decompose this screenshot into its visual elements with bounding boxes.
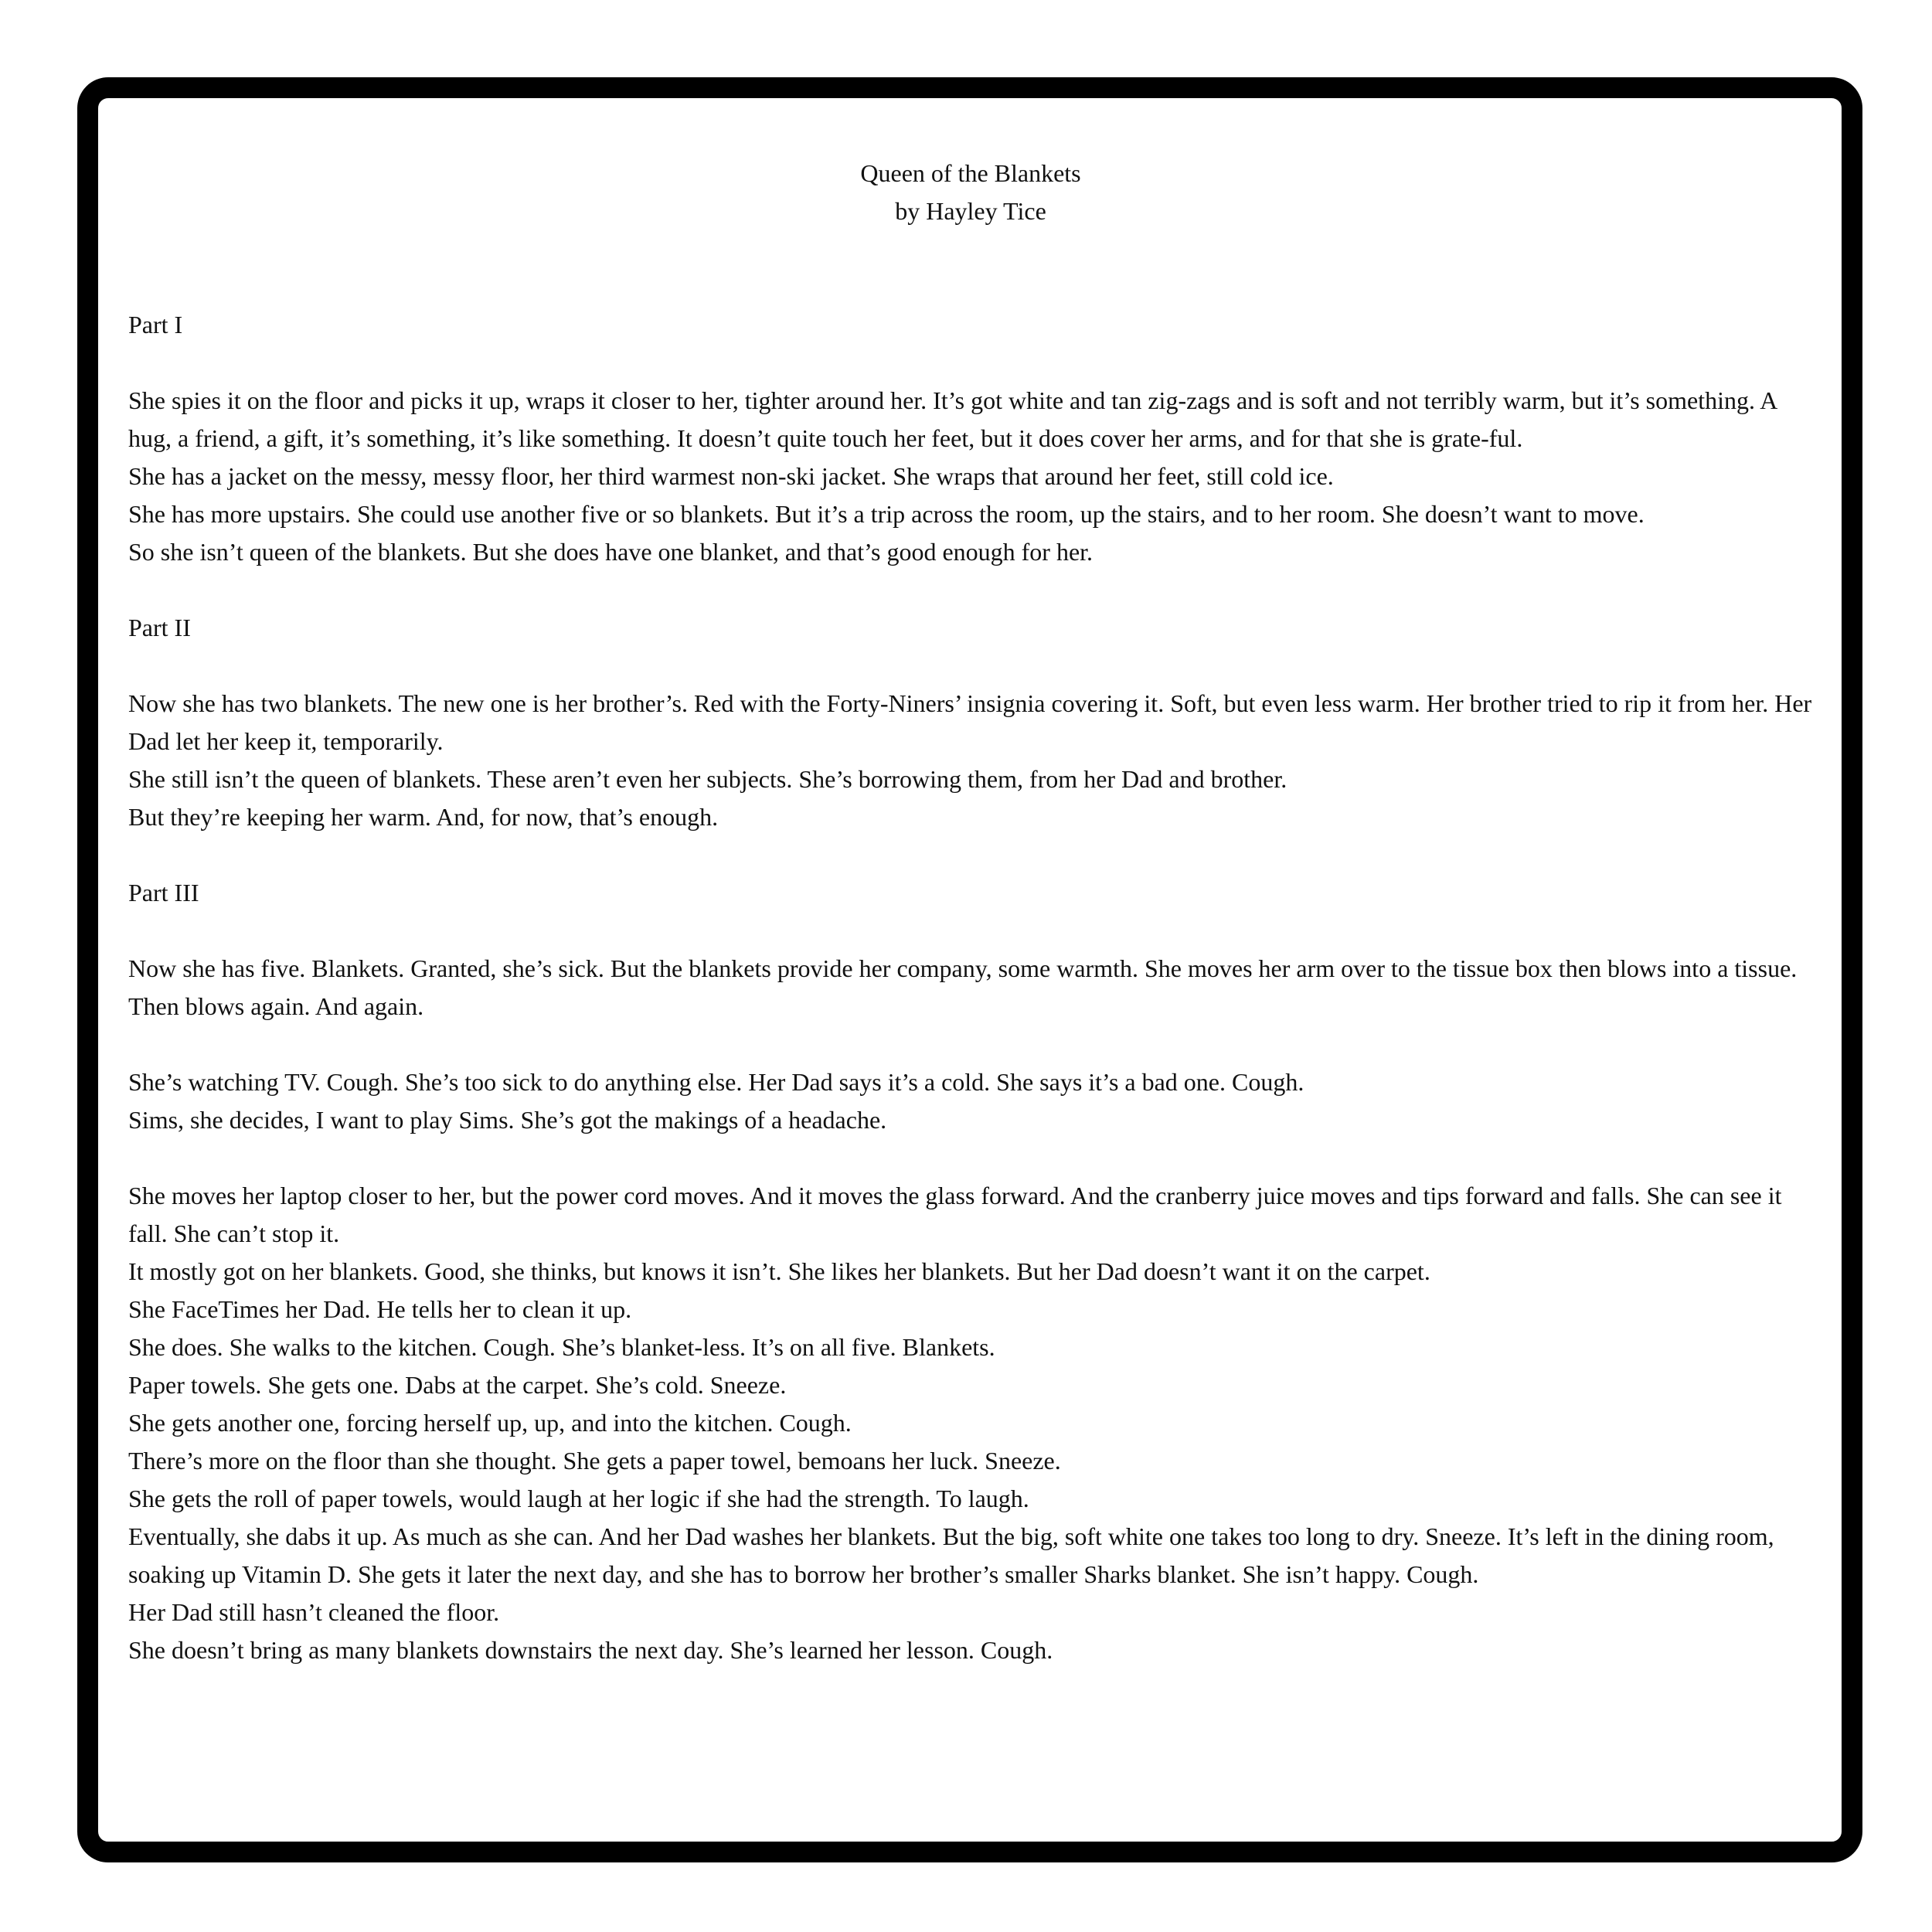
- paragraph: Now she has two blankets. The new one is her brother’s. Red with the Forty-Niners’ insignia covering it. Soft, but even less warm. Her brother tried to rip it from her. Her Dad let her keep it, temporarily.: [128, 689, 1812, 755]
- spacer: [128, 836, 1813, 874]
- spacer: [128, 344, 1813, 382]
- paragraph: She does. She walks to the kitchen. Cough. She’s blanket-less. It’s on all five. Blankets.: [128, 1333, 995, 1361]
- spacer: [128, 1026, 1813, 1063]
- paragraph: But they’re keeping her warm. And, for now, that’s enough.: [128, 803, 719, 831]
- paragraph: Now she has five. Blankets. Granted, she’s sick. But the blankets provide her company, some warmth. She moves her arm over to the tissue box then blows into a tissue. Then blows again. And again.: [128, 954, 1798, 1020]
- paragraph: Paper towels. She gets one. Dabs at the carpet. She’s cold. Sneeze.: [128, 1371, 787, 1399]
- part-2-body: [128, 685, 1813, 836]
- part-3-heading: Part III: [128, 879, 199, 906]
- paragraph: Sims, she decides, I want to play Sims. She’s got the makings of a headache.: [128, 1106, 887, 1134]
- paragraph: She doesn’t bring as many blankets downstairs the next day. She’s learned her lesson. Cough.: [128, 1636, 1053, 1664]
- part-2-heading: Part II: [128, 614, 191, 641]
- paragraph: She spies it on the floor and picks it up, wraps it closer to her, tighter around her. It’s got white and tan zig-zags and is soft and not terribly warm, but it’s something. A hug, a friend, a gift, it’s something, it’s like something. It doesn’t quite touch her feet, but it does cover her arms, and for that she is grate-ful.: [128, 386, 1777, 452]
- paragraph: Her Dad still hasn’t cleaned the floor.: [128, 1598, 500, 1626]
- spacer: [128, 571, 1813, 609]
- spacer: [128, 1139, 1813, 1177]
- paragraph: She gets the roll of paper towels, would laugh at her logic if she had the strength. To laugh.: [128, 1485, 1029, 1512]
- paragraph: She FaceTimes her Dad. He tells her to clean it up.: [128, 1295, 632, 1323]
- spacer: [128, 647, 1813, 685]
- paragraph: She has a jacket on the messy, messy floor, her third warmest non-ski jacket. She wraps that around her feet, still cold ice.: [128, 462, 1334, 490]
- document-body: [128, 155, 1813, 1669]
- paragraph: It mostly got on her blankets. Good, she thinks, but knows it isn’t. She likes her blankets. But her Dad doesn’t want it on the carpet.: [128, 1257, 1430, 1285]
- paragraph: She still isn’t the queen of blankets. These aren’t even her subjects. She’s borrowing them, from her Dad and brother.: [128, 765, 1287, 793]
- part-1-body: [128, 382, 1813, 571]
- paragraph: Eventually, she dabs it up. As much as she can. And her Dad washes her blankets. But the big, soft white one takes too long to dry. Sneeze. It’s left in the dining room, soaking up Vitamin D. She gets it later the next day, and she has to borrow her brother’s smaller Sharks blanket. She isn’t happy. Cough.: [128, 1522, 1774, 1588]
- paragraph: She’s watching TV. Cough. She’s too sick to do anything else. Her Dad says it’s a cold. She says it’s a bad one. Cough.: [128, 1068, 1304, 1096]
- paragraph: She has more upstairs. She could use another five or so blankets. But it’s a trip across the room, up the stairs, and to her room. She doesn’t want to move.: [128, 500, 1645, 528]
- part-1-heading: Part I: [128, 311, 183, 338]
- paragraph: She moves her laptop closer to her, but the power cord moves. And it moves the glass forward. And the cranberry juice moves and tips forward and falls. She can see it fall. She can’t stop it.: [128, 1182, 1782, 1247]
- document-title: Queen of the Blankets: [860, 159, 1081, 187]
- paragraph: There’s more on the floor than she thought. She gets a paper towel, bemoans her luck. Sneeze.: [128, 1447, 1061, 1475]
- title-block: [128, 155, 1813, 230]
- document-byline: by Hayley Tice: [895, 197, 1046, 225]
- spacer: [128, 912, 1813, 950]
- part-3-body: [128, 950, 1813, 1669]
- paragraph: She gets another one, forcing herself up, up, and into the kitchen. Cough.: [128, 1409, 852, 1437]
- paragraph: So she isn’t queen of the blankets. But she does have one blanket, and that’s good enough for her.: [128, 538, 1094, 566]
